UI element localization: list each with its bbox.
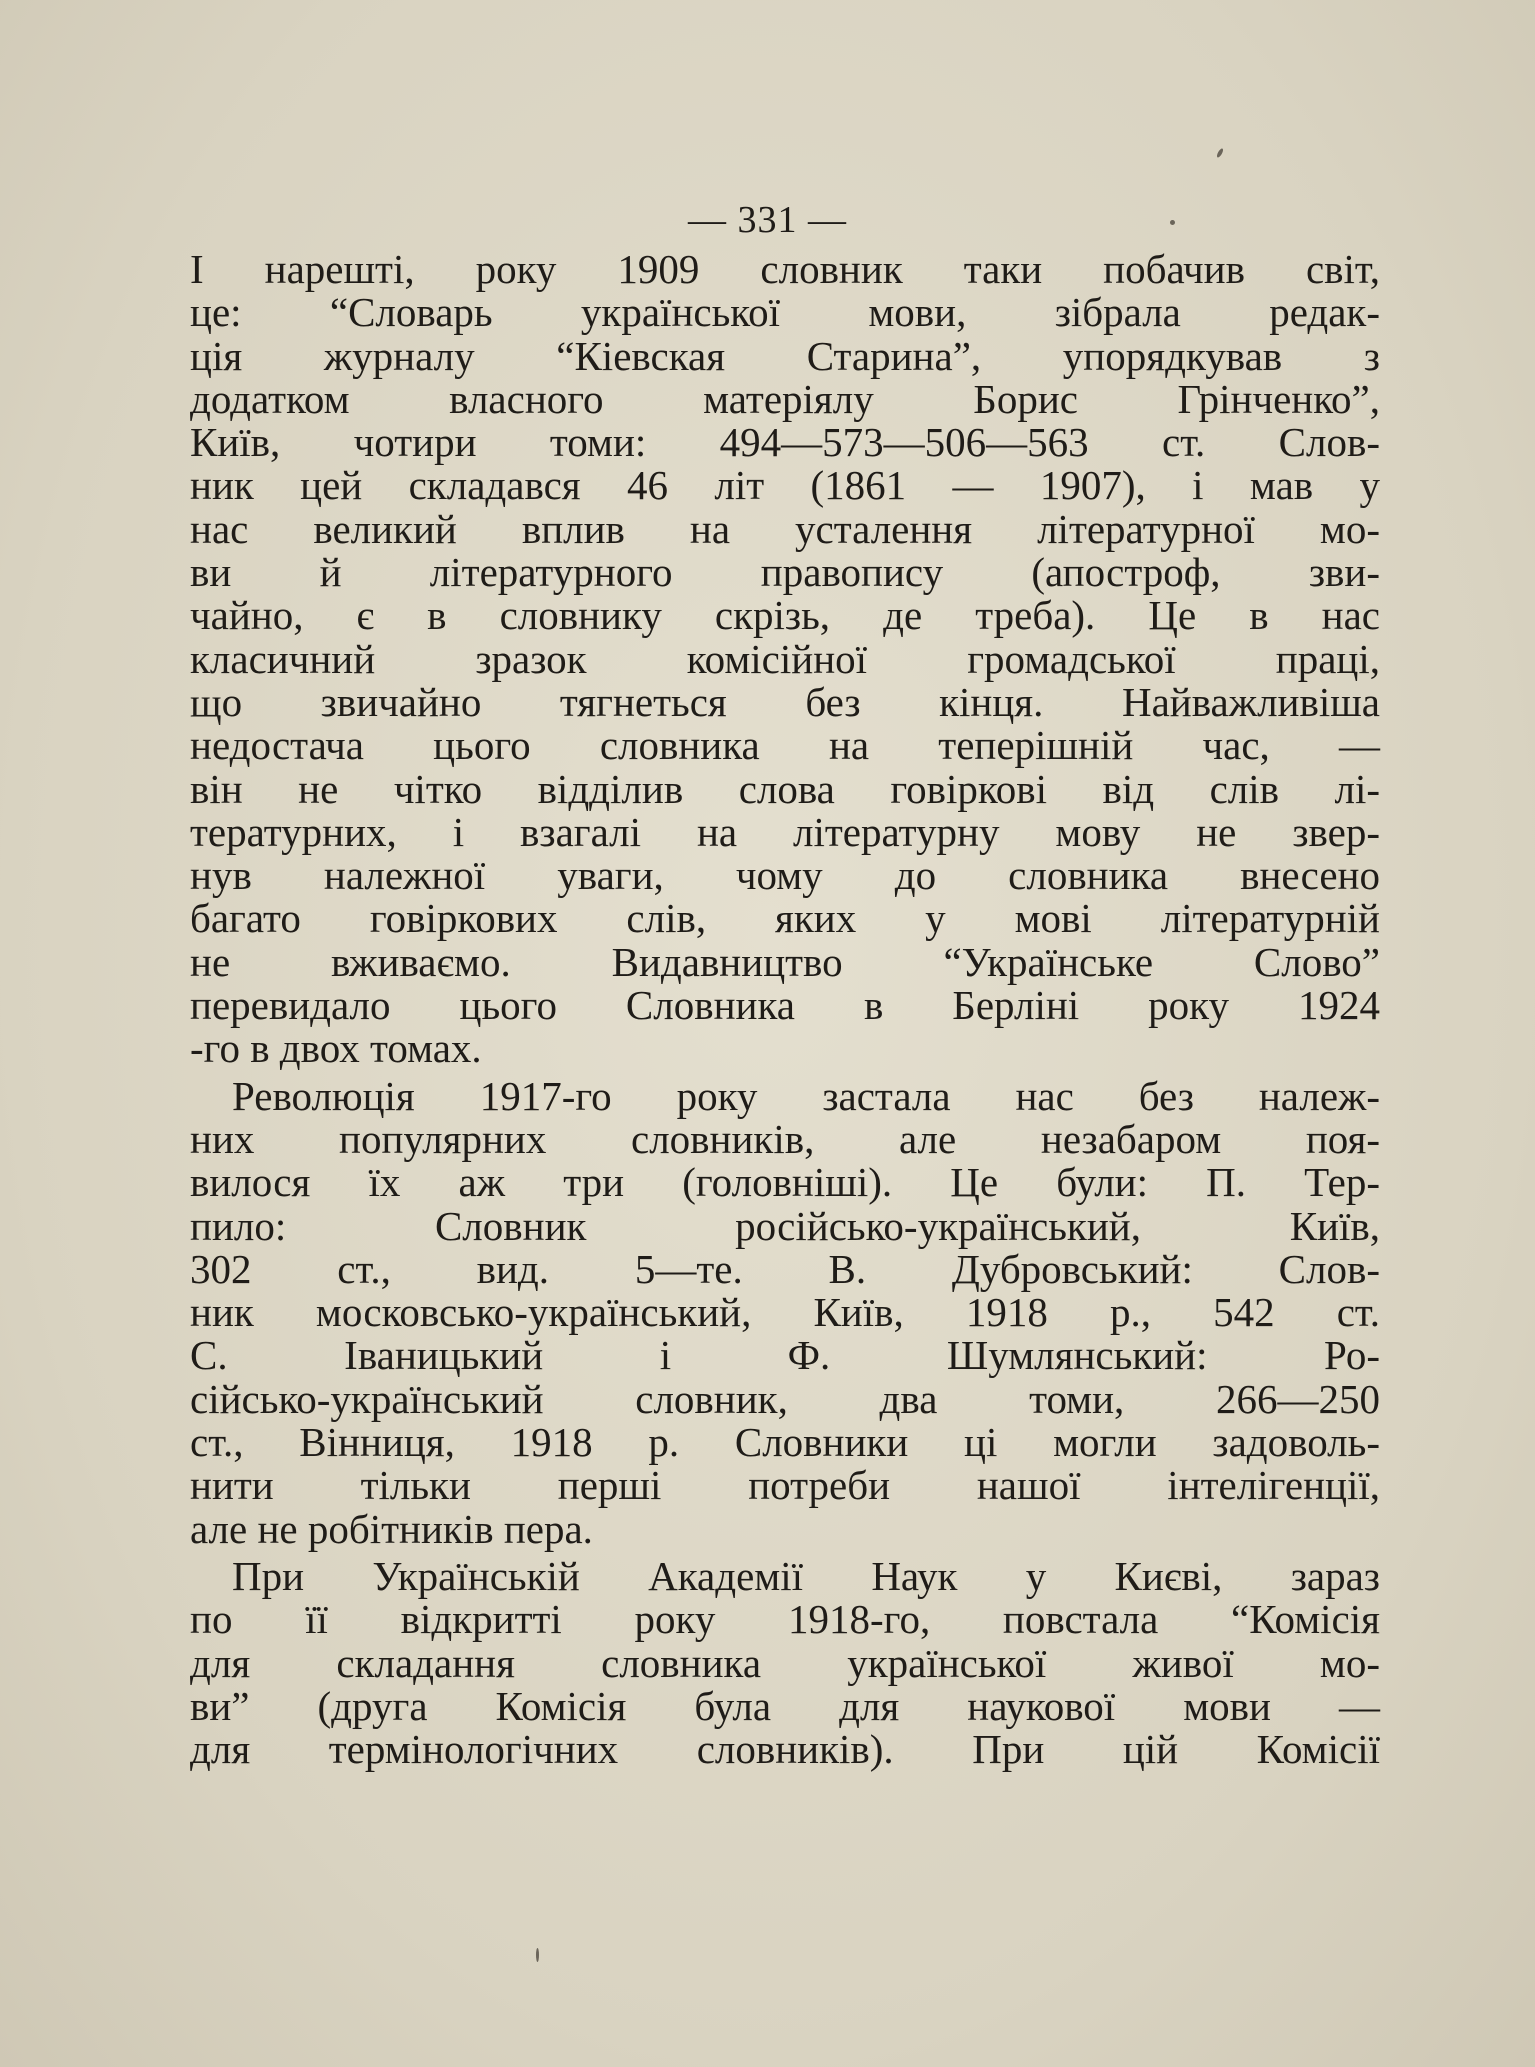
- text-line: недостача цього словника на теперішній час, —: [190, 722, 1380, 769]
- text-line: нув належної уваги, чому до словника внесено: [190, 852, 1380, 899]
- text-line: І нарешті, року 1909 словник таки побачив світ,: [190, 246, 1380, 292]
- text-line: ст., Вінниця, 1918 р. Словники ці могли задоволь-: [190, 1419, 1380, 1466]
- ink-speck: [1170, 220, 1175, 225]
- text-line: перевидало цього Словника в Берліні року 1924: [190, 982, 1380, 1029]
- text-line: -го в двох томах.: [190, 1025, 482, 1072]
- text-line: Революція 1917-го року застала нас без належ-: [232, 1072, 1380, 1119]
- text-line: чайно, є в словнику скрізь, де треба). Це в нас: [190, 592, 1380, 639]
- text-line: пило: Словник російсько-український, Київ,: [190, 1202, 1380, 1249]
- ink-speck: [536, 1948, 539, 1962]
- text-line: сійсько-український словник, два томи, 266—250: [190, 1375, 1380, 1422]
- text-line: для складання словника української живої мо-: [190, 1639, 1380, 1686]
- text-line: 302 ст., вид. 5—те. В. Дубровський: Слов-: [190, 1245, 1380, 1292]
- paragraph-2: [190, 1072, 1380, 1552]
- text-line: нас великий вплив на усталення літературної мо-: [190, 505, 1380, 552]
- text-line: багато говіркових слів, яких у мові літературній: [190, 895, 1380, 942]
- text-line: ви й літературного правопису (апостроф, зви-: [190, 549, 1380, 596]
- text-line: класичний зразок комісійної громадської праці,: [190, 635, 1380, 682]
- text-line: Київ, чотири томи: 494—573—506—563 ст. Слов-: [190, 419, 1380, 466]
- text-line: них популярних словників, але незабаром поя-: [190, 1115, 1380, 1162]
- text-line: він не чітко відділив слова говіркові від слів лі-: [190, 765, 1380, 812]
- text-line: по її відкритті року 1918-го, повстала “Комісія: [190, 1596, 1380, 1643]
- ink-speck: [1216, 148, 1224, 159]
- page-number: — 331 —: [688, 199, 847, 241]
- page-body-text: [190, 248, 1380, 1771]
- text-line: додатком власного матеріялу Борис Грінченко”,: [190, 375, 1380, 422]
- text-line: ник цей складався 46 літ (1861 — 1907), і мав у: [190, 462, 1380, 509]
- text-line: вилося їх аж три (головніші). Це були: П. Тер-: [190, 1159, 1380, 1206]
- text-line: С. Іваницький і Ф. Шумлянський: Ро-: [190, 1332, 1380, 1379]
- text-line: ви” (друга Комісія була для наукової мови —: [190, 1682, 1380, 1729]
- text-line: При Українській Академії Наук у Києві, зараз: [232, 1552, 1380, 1599]
- text-line: не вживаємо. Видавництво “Українське Слово”: [190, 938, 1380, 985]
- paragraph-1: [190, 248, 1380, 1071]
- text-line: для термінологічних словників). При цій Комісії: [190, 1726, 1380, 1773]
- text-line: але не робітників пера.: [190, 1505, 593, 1552]
- text-line: що звичайно тягнеться без кінця. Найважливіша: [190, 678, 1380, 725]
- paragraph-3: [190, 1552, 1380, 1773]
- text-line: нити тільки перші потреби нашої інтелігенції,: [190, 1462, 1380, 1509]
- text-line: ція журналу “Кіевская Старина”, упорядкував з: [190, 332, 1380, 379]
- text-line: це: “Словарь української мови, зібрала редак-: [190, 289, 1380, 336]
- text-line: ник московсько-український, Київ, 1918 р., 542 ст.: [190, 1289, 1380, 1336]
- text-line: тературних, і взагалі на літературну мову не звер-: [190, 808, 1380, 855]
